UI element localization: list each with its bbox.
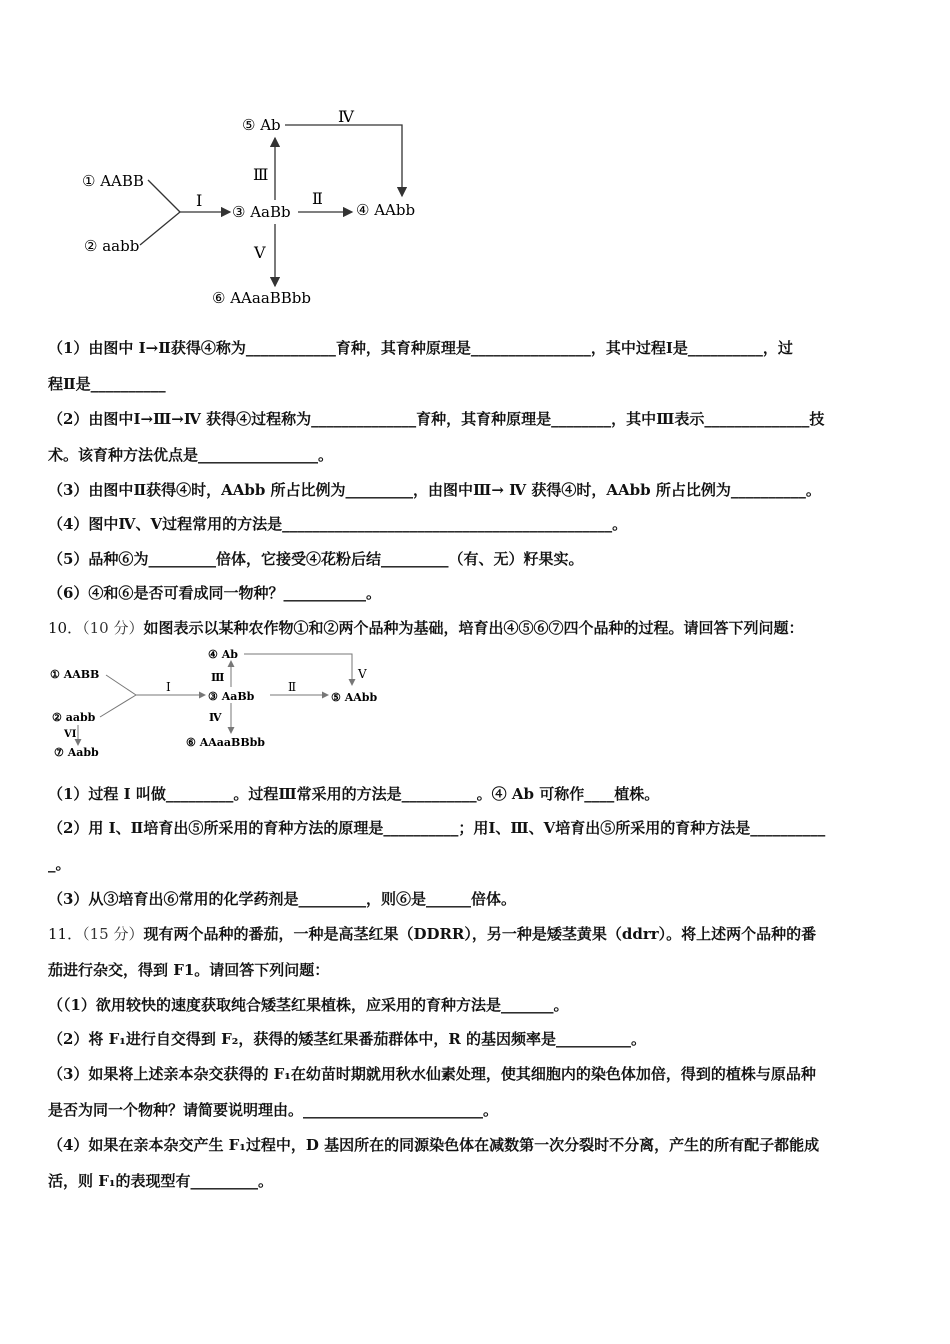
d2-label-VI: VI: [64, 729, 77, 740]
edge-2-merge: [140, 212, 180, 245]
q10-line-3: _。: [48, 855, 71, 873]
q11-line-3: （3）如果将上述亲本杂交获得的 F₁在幼苗时期就用秋水仙素处理，使其细胞内的染色体加倍，得到的植株与原品种: [48, 1065, 816, 1083]
q11-number: 11．: [48, 925, 83, 943]
q11-line-6: 活，则 F₁的表现型有_________。: [48, 1172, 273, 1190]
label-IV: Ⅳ: [338, 107, 354, 126]
q9-line-4: 术。该育种方法优点是________________。: [48, 446, 334, 464]
q10-number: 10．: [48, 619, 83, 637]
d2-node-1: ① AABB: [50, 668, 100, 681]
edge-1-merge: [148, 180, 180, 212]
d2-edge-V: [244, 654, 352, 685]
q9-line-1: （1）由图中 Ⅰ→Ⅱ获得④称为____________育种，其育种原理是________________，其中过程Ⅰ是__________，过: [48, 339, 793, 357]
q9-line-5: （3）由图中Ⅱ获得④时，AAbb 所占比例为_________，由图中Ⅲ→ Ⅳ 获得④时，AAbb 所占比例为__________。: [48, 481, 821, 499]
node-6: ⑥ AAaaBBbb: [212, 289, 312, 307]
label-V: Ⅴ: [254, 243, 266, 262]
node-4: ④ AAbb: [356, 201, 416, 219]
d2-node-6: ⑥ AAaaBBbb: [186, 736, 265, 749]
d2-label-I: I: [166, 680, 171, 694]
q9-line-7: （5）品种⑥为_________倍体，它接受④花粉后结_________（有、无）籽果实。: [48, 550, 584, 568]
d2-edge-2-merge: [100, 695, 136, 717]
d2-node-3: ③ AaBb: [208, 690, 255, 703]
d2-node-5: ⑤ AAbb: [331, 691, 378, 704]
d2-edge-1-merge: [106, 675, 136, 695]
q11-stem-text-1: 现有两个品种的番茄，一种是高茎红果（DDRR），另一种是矮茎黄果（ddrr）。将上述两个品种的番: [143, 925, 817, 943]
d2-label-III: Ⅲ: [211, 671, 225, 684]
q11-line-5: （4）如果在亲本杂交产生 F₁过程中，D 基因所在的同源染色体在减数第一次分裂时不分离，产生的所有配子都能成: [48, 1136, 820, 1154]
d2-label-V: V: [358, 667, 367, 681]
label-I: Ⅰ: [196, 191, 203, 210]
q10-stem-text: 如图表示以某种农作物①和②两个品种为基础，培育出④⑤⑥⑦四个品种的过程。请回答下列问题：: [143, 619, 804, 637]
q10-line-4: （3）从③培育出⑥常用的化学药剂是_________，则⑥是______倍体。: [48, 890, 516, 908]
label-III: Ⅲ: [253, 165, 269, 184]
q9-line-3: （2）由图中Ⅰ→Ⅲ→Ⅳ 获得④过程称为______________育种，其育种原理是________，其中Ⅲ表示______________技: [48, 410, 825, 428]
q11-stem-line-2: 茄进行杂交，得到 F1。请回答下列问题：: [48, 961, 330, 979]
q10-line-1: （1）过程 I 叫做_________。过程Ⅲ常采用的方法是__________。④ Ab 可称作____植株。: [48, 785, 660, 803]
d2-node-2: ② aabb: [52, 711, 96, 724]
q10-line-2: （2）用 I、Ⅱ培育出⑤所采用的育种方法的原理是__________；用Ⅰ、Ⅲ、Ⅴ培育出⑤所采用的育种方法是__________: [48, 819, 826, 837]
breeding-diagram-1: [70, 100, 450, 315]
q9-line-8: （6）④和⑥是否可看成同一物种？___________。: [48, 584, 381, 602]
q11-line-4: 是否为同一个物种？请简要说明理由。________________________。: [48, 1101, 499, 1119]
d2-label-IV: Ⅳ: [209, 711, 222, 724]
node-1: ① AABB: [82, 172, 144, 190]
node-2: ② aabb: [84, 237, 140, 255]
q10-stem: [48, 617, 803, 638]
q9-line-2: 程Ⅱ是__________: [48, 375, 166, 393]
q11-line-2: （2）将 F₁进行自交得到 F₂，获得的矮茎红果番茄群体中，R 的基因频率是__________。: [48, 1030, 647, 1048]
d2-node-4: ④ Ab: [208, 648, 238, 661]
q11-stem: [48, 923, 816, 944]
q10-score: （10 分）: [82, 619, 144, 637]
q11-score: （15 分）: [82, 925, 144, 943]
edge-IV: [285, 125, 402, 196]
node-5: ⑤ Ab: [242, 116, 281, 134]
d2-label-II: Ⅱ: [288, 680, 297, 694]
breeding-diagram-2: [48, 645, 393, 763]
q11-line-1: （（1）欲用较快的速度获取纯合矮茎红果植株，应采用的育种方法是_______。: [48, 996, 569, 1014]
q9-line-6: （4）图中Ⅳ、Ⅴ过程常用的方法是____________________________________________。: [48, 515, 628, 533]
d2-node-7: ⑦ Aabb: [54, 746, 99, 759]
label-II: Ⅱ: [312, 189, 323, 208]
node-3: ③ AaBb: [232, 203, 291, 221]
